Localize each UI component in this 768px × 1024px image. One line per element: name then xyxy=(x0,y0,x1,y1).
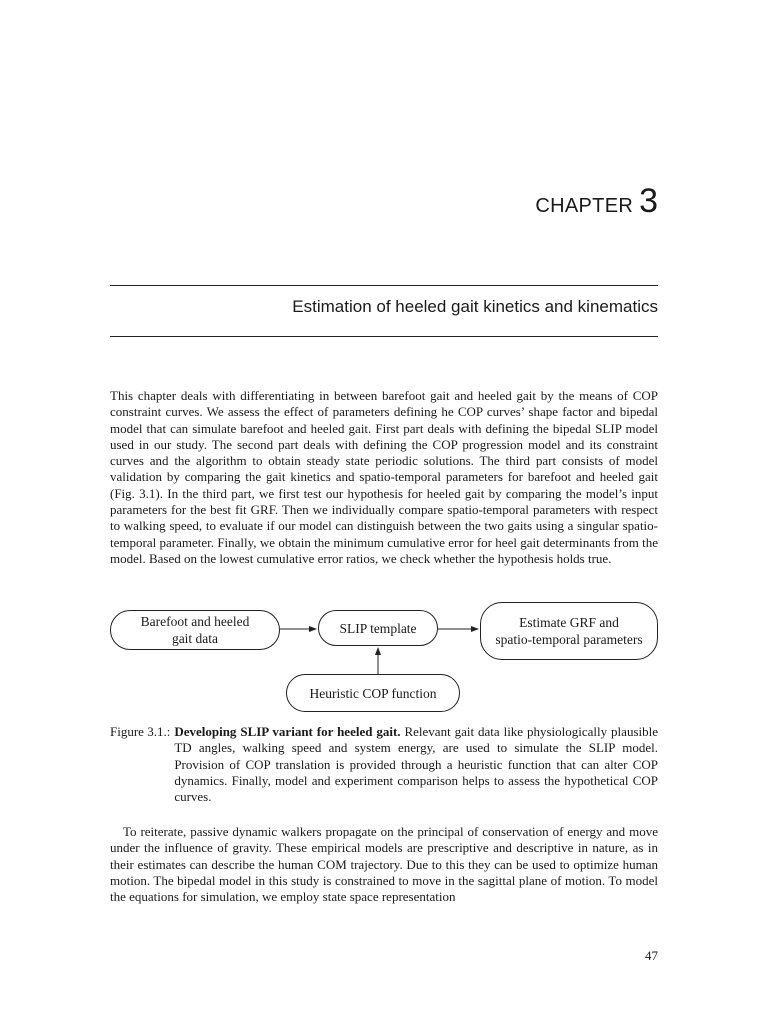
figure-caption-body xyxy=(170,724,658,805)
chapter-number: 3 xyxy=(639,182,658,220)
node-estimate-line2: spatio-temporal parameters xyxy=(495,632,643,647)
figure-caption xyxy=(110,724,658,805)
page-number: 47 xyxy=(645,948,658,963)
node-gait-data-line1: Barefoot and heeled xyxy=(140,614,250,629)
node-gait-data xyxy=(110,610,280,650)
node-estimate xyxy=(480,602,658,660)
node-slip-template xyxy=(318,610,438,646)
node-estimate-line1: Estimate GRF and xyxy=(519,615,619,630)
node-gait-data-line2: gait data xyxy=(171,631,219,646)
node-cop-function-label: Heuristic COP function xyxy=(309,685,437,701)
body-paragraph: To reiterate, passive dynamic walkers propagate on the principal of conservation of energy and move under the influence of gravity. These empirical models are prescriptive and descriptive in nature, as in their estimates can describe the human COM trajectory. Due to this they can be used to optimize human motion. The bipedal model in this study is constrained to move in the sagittal plane of motion. To model the equations for simulation, we employ state space representation xyxy=(110,824,658,905)
figure-label: Figure 3.1.: xyxy=(110,724,171,739)
figure-caption-title: Developing SLIP variant for heeled gait. xyxy=(174,724,401,739)
flow-diagram xyxy=(106,598,662,718)
intro-paragraph: This chapter deals with differentiating in between barefoot gait and heeled gait by the means of COP constraint curves. We assess the effect of parameters defining he COP curves’ shape factor and bipedal model that can simulate barefoot and heeled gait. First part deals with defining the bipedal SLIP model used in our study. The second part deals with defining the COP progression model and its constraint curves and the algorithm to obtain steady state periodic solutions. The third part consists of model validation by comparing the gait kinetics and spatio-temporal parameters for barefoot and heeled gait (Fig. 3.1). In the third part, we first test our hypothesis for heeled gait by comparing the model’s input parameters for the best fit GRF. Then we individually compare spatio-temporal parameters with respect to walking speed, to evaluate if our model can distinguish between the two gaits using a singular spatio-temporal parameter. Finally, we obtain the minimum cumulative error for heel gait determinants from the model. Based on the lowest cumulative error ratios, we check whether the hypothesis holds true. xyxy=(110,388,658,566)
chapter-title: Estimation of heeled gait kinetics and kinematics xyxy=(292,297,658,316)
node-slip-template-label: SLIP template xyxy=(339,620,417,636)
title-rule-top xyxy=(110,285,658,286)
chapter-heading xyxy=(535,184,658,218)
title-rule-bottom xyxy=(110,336,658,337)
figure-caption-text: Relevant gait data like physiologically plausible TD angles, walking speed and system energy, are used to simulate the SLIP model. Provision of COP translation is provided through a heuristic function that can alter COP dynamics. Finally, model and experiment comparison helps to assess the hypothetical COP curves. xyxy=(174,724,658,805)
node-cop-function xyxy=(286,674,460,712)
chapter-label: CHAPTER xyxy=(535,195,634,217)
